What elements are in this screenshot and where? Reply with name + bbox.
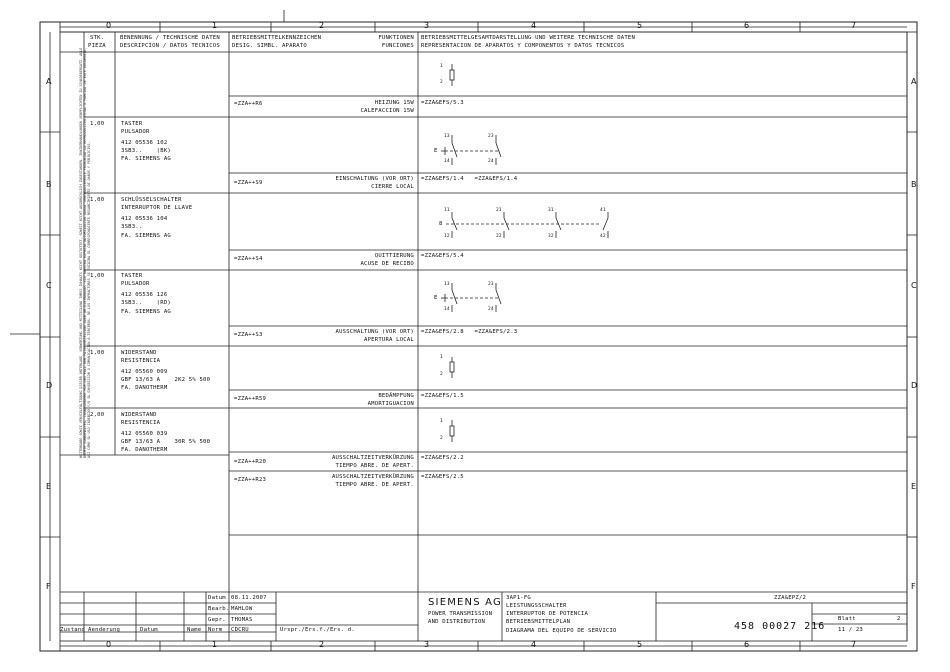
item-ref: =ZZA&EFS/2.5 [421, 474, 464, 480]
item-func-es: APERTURA LOCAL [364, 337, 414, 343]
item-desc-line: 412 05560 009 [121, 369, 168, 375]
item-desc-line: TASTER [121, 273, 143, 279]
item-desc-line: 412 05536 126 [121, 292, 168, 298]
header-desc-es: DESCRIPCION / DATOS TECNICOS [120, 43, 220, 49]
header-qty-de: STK. [90, 35, 105, 41]
terminal-label: 24 [488, 159, 494, 164]
datum-label: Datum [208, 595, 226, 601]
item-qty: 1,00 [90, 350, 105, 356]
col-number-1-bottom: 1 [212, 640, 218, 649]
header-id-es: DESIG. SIMBL. APARATO [232, 43, 307, 49]
col-number-4: 4 [531, 21, 537, 30]
item-desc-line: 412 05560 039 [121, 431, 168, 437]
row-letter-c-right: C [911, 281, 917, 290]
row-letter-b-right: B [911, 180, 917, 189]
norm-label: Norm [208, 627, 223, 633]
item-ref: =ZZA&EFS/5.4 [421, 253, 464, 259]
row-letter-e-right: E [911, 482, 917, 491]
item-func-es: TIEMPO ABRE. DE APERT. [335, 482, 414, 488]
item-func-de: AUSSCHALTZEITVERKÜRZUNG [331, 455, 414, 461]
header-repr-de: BETRIEBSMITTELGESAMTDARSTELLUNG UND WEITERE TECHNISCHE DATEN [421, 35, 636, 41]
terminal-label: 22 [496, 234, 502, 239]
pushbutton-label: E [434, 148, 438, 154]
item-desc-line: WIDERSTAND [121, 350, 157, 356]
company-name: SIEMENS AG [428, 597, 502, 608]
terminal-label: 1 [440, 64, 443, 69]
row-letter-f-right: F [911, 582, 916, 591]
header-desc-de: BENENNUNG / TECHNISCHE DATEN [120, 35, 220, 41]
gepr-value: THOMAS [231, 617, 253, 623]
key-switch-s4-symbol [446, 212, 608, 238]
terminal-label: 14 [444, 307, 450, 312]
item-id: =ZZA++R59 [234, 396, 267, 402]
terminal-label: 14 [444, 159, 450, 164]
item-desc-line: 3SB3.. (RD) [121, 300, 171, 306]
col-number-2-bottom: 2 [319, 640, 325, 649]
terminal-label: 24 [488, 307, 494, 312]
item-desc-line: FA. SIEMENS AG [121, 309, 171, 315]
item-desc-line: FA. SIEMENS AG [121, 233, 171, 239]
row-letter-a-right: A [911, 77, 917, 86]
col-number-6: 6 [744, 21, 750, 30]
terminal-label: 13 [444, 282, 450, 287]
col-number-1: 1 [212, 21, 218, 30]
pushbutton-label: E [434, 295, 438, 301]
row-letter-c: C [46, 281, 52, 290]
item-func-es: ACUSE DE RECIBO [360, 261, 414, 267]
col-number-7-bottom: 7 [851, 640, 857, 649]
col-number-0-bottom: 0 [106, 640, 112, 649]
header-repr-es: REPRESENTACION DE APARATOS Y COMPONENTOS Y DATOS TECNICOS [421, 43, 625, 49]
item-func-de: AUSSCHALTUNG (VOR ORT) [335, 329, 414, 335]
terminal-label: 23 [488, 282, 494, 287]
terminal-label: 12 [444, 234, 450, 239]
terminal-label: 2 [440, 372, 443, 377]
header-qty-es: PIEZA [88, 43, 106, 49]
col-number-5-bottom: 5 [637, 640, 643, 649]
blatt-label: Blatt [838, 616, 856, 622]
aenderung-label: Aenderung [88, 627, 121, 633]
column-ticks [60, 22, 800, 651]
item-id: =ZZA++S3 [234, 332, 263, 338]
item-desc-line: TASTER [121, 121, 143, 127]
col-number-7: 7 [851, 21, 857, 30]
item-qty: 1,00 [90, 197, 105, 203]
item-func-es: AMORTIGUACION [367, 401, 414, 407]
terminal-label: 42 [600, 234, 606, 239]
terminal-label: 2 [440, 80, 443, 85]
row-letter-d: D [46, 381, 53, 390]
item-id: =ZZA++S4 [234, 256, 263, 262]
item-ref: =ZZA&EFS/2.2 [421, 455, 464, 461]
col-number-3-bottom: 3 [424, 640, 430, 649]
item-func-de: BEDÄMPFUNG [378, 393, 414, 399]
item-qty: 1,00 [90, 121, 105, 127]
desc-line-1: 3AP1-FG [506, 595, 531, 601]
item-desc-line: FA. SIEMENS AG [121, 156, 171, 162]
item-id: =ZZA++S9 [234, 180, 263, 186]
col-number-4-bottom: 4 [531, 640, 537, 649]
item-ref: =ZZA&EFS/2.8 =ZZA&EFS/2.3 [421, 329, 518, 335]
item-func-de: EINSCHALTUNG (VOR ORT) [335, 176, 414, 182]
datum-value: 08.11.2007 [231, 595, 267, 601]
item-func-de: QUITTIERUNG [374, 253, 414, 259]
item-desc-line: SCHLÜSSELSCHALTER [121, 197, 182, 203]
gepr-label: Gepr. [208, 617, 226, 623]
col-number-3: 3 [424, 21, 430, 30]
terminal-label: 2 [440, 436, 443, 441]
item-desc-line: 412 05536 104 [121, 216, 168, 222]
item-desc-line: PULSADOR [121, 129, 150, 135]
terminal-label: 41 [600, 208, 606, 213]
item-id: =ZZA++R6 [234, 101, 263, 107]
item-desc-line: INTERRUPTOR DE LLAVE [121, 205, 193, 211]
row-letter-e: E [46, 482, 52, 491]
header-func-de: FUNKTIONEN [378, 35, 414, 41]
row-letter-a: A [46, 77, 52, 86]
item-desc-line: 412 05536 102 [121, 140, 168, 146]
header-id-de: BETRIEBSMITTELKENNZEICHEN [232, 35, 322, 41]
resistor-r59-symbol [450, 357, 454, 378]
desc-line-3: INTERRUPTOR DE POTENCIA [506, 611, 589, 617]
terminal-label: 31 [548, 208, 554, 213]
terminal-label: 13 [444, 134, 450, 139]
item-func-de: HEIZUNG 15W [374, 100, 414, 106]
row-letter-f: F [46, 582, 51, 591]
legal-note: WEITERGABE SOWIE VERVIELFÄLTIGUNG DIESER UNTERLAGE, VERWERTUNG UND MITTEILUNG IHRES INHALTS NICHT GESTATTET, SOWEIT NICHT AUSDRÜCKLICH ZUGESTANDEN. ZUWIDERHANDLUNGEN VERPFLICHTEN ZU SCHADENERSATZ. ALLE RECHTE VORBEHALTEN, INSBESONDERE FÜR DEN FALL DER PATENTERTEILUNG ODER GM-EINTRAGUNG. SIN NUESTRA EXPRESA AUTORIZACION QUEDA TERMINANTEMENTE PROHIBIDA LA REPRODUCCION TOTAL O PARCIAL DE ESTE DOCUMENTO, ASI COMO SU USO INDEBIDO Y/O SU EXHIBICION O COMUNICACION A TERCEROS. DE LOS INFRACTORES SE EXIGIRA EL CORRESPONDIENTE RESARCIMIENTO DE DAÑOS Y PERJUICIOS. [79, 47, 92, 458]
header-func-es: FUNCIONES [381, 43, 414, 49]
drawing-number: 458 00027 216 [734, 621, 826, 632]
desc-line-5: DIAGRAMA DEL EQUIPO DE SERVICIO [506, 628, 617, 634]
terminal-label: 11 [444, 208, 450, 213]
item-ref: =ZZA&EFS/1.5 [421, 393, 464, 399]
item-desc-line: RESISTENCIA [121, 358, 161, 364]
desc-line-2: LEISTUNGSSCHALTER [506, 603, 567, 609]
row-letter-b: B [46, 180, 52, 189]
row-letter-d-right: D [911, 381, 918, 390]
company-line-3: AND DISTRIBUTION [428, 619, 486, 625]
item-desc-line: WIDERSTAND [121, 412, 157, 418]
terminal-label: 1 [440, 419, 443, 424]
bearb-value: MAHLOW [231, 606, 253, 612]
col-number-2: 2 [319, 21, 325, 30]
item-qty: 2,00 [90, 412, 105, 418]
terminal-label: 32 [548, 234, 554, 239]
item-desc-line: FA. DANOTHERM [121, 447, 168, 453]
item-func-es: CALEFACCION 15W [360, 108, 414, 114]
col-number-5: 5 [637, 21, 643, 30]
blatt-value: 2 [897, 616, 901, 622]
urspr-label: Urspr./Ers.f./Ers. d. [280, 627, 355, 633]
resistor-r6-symbol [450, 64, 454, 86]
terminal-label: 1 [440, 355, 443, 360]
company-line-2: POWER TRANSMISSION [428, 611, 493, 617]
norm-value: CDCRU [231, 627, 249, 633]
item-func-de: AUSSCHALTZEITVERKÜRZUNG [331, 474, 414, 480]
item-func-es: CIERRE LOCAL [371, 184, 414, 190]
key-switch-label: 8 [439, 221, 443, 227]
item-desc-line: GBF 13/63 A 30R 5% 500 [121, 439, 211, 445]
bearb-label: Bearb. [208, 606, 230, 612]
item-desc-line: 3SB3.. (BK) [121, 148, 171, 154]
symbols [441, 64, 608, 442]
item-desc-line: RESISTENCIA [121, 420, 161, 426]
datum2-label: Datum [140, 627, 158, 633]
terminal-label: 23 [488, 134, 494, 139]
item-qty: 1,00 [90, 273, 105, 279]
desc-line-4: BETRIEBSMITTELPLAN [506, 619, 571, 625]
sheet-count: 11 / 23 [838, 627, 863, 633]
zustand-label: Zustand [60, 627, 85, 633]
item-id: =ZZA++R23 [234, 477, 267, 483]
name-label: Name [187, 627, 202, 633]
resistor-r20-symbol [450, 420, 454, 442]
item-desc-line: FA. DANOTHERM [121, 385, 168, 391]
document-code: ZZA&EPZ/2 [774, 595, 807, 601]
item-id: =ZZA++R20 [234, 459, 267, 465]
item-func-es: TIEMPO ABRE. DE APERT. [335, 463, 414, 469]
terminal-label: 21 [496, 208, 502, 213]
item-ref: =ZZA&EFS/5.3 [421, 100, 464, 106]
col-number-0: 0 [106, 21, 112, 30]
item-desc-line: PULSADOR [121, 281, 150, 287]
item-desc-line: GBF 13/63 A 2K2 5% 500 [121, 377, 211, 383]
item-desc-line: 3SB3.. [121, 224, 143, 230]
col-number-6-bottom: 6 [744, 640, 750, 649]
item-ref: =ZZA&EFS/1.4 =ZZA&EFS/1.4 [421, 176, 518, 182]
